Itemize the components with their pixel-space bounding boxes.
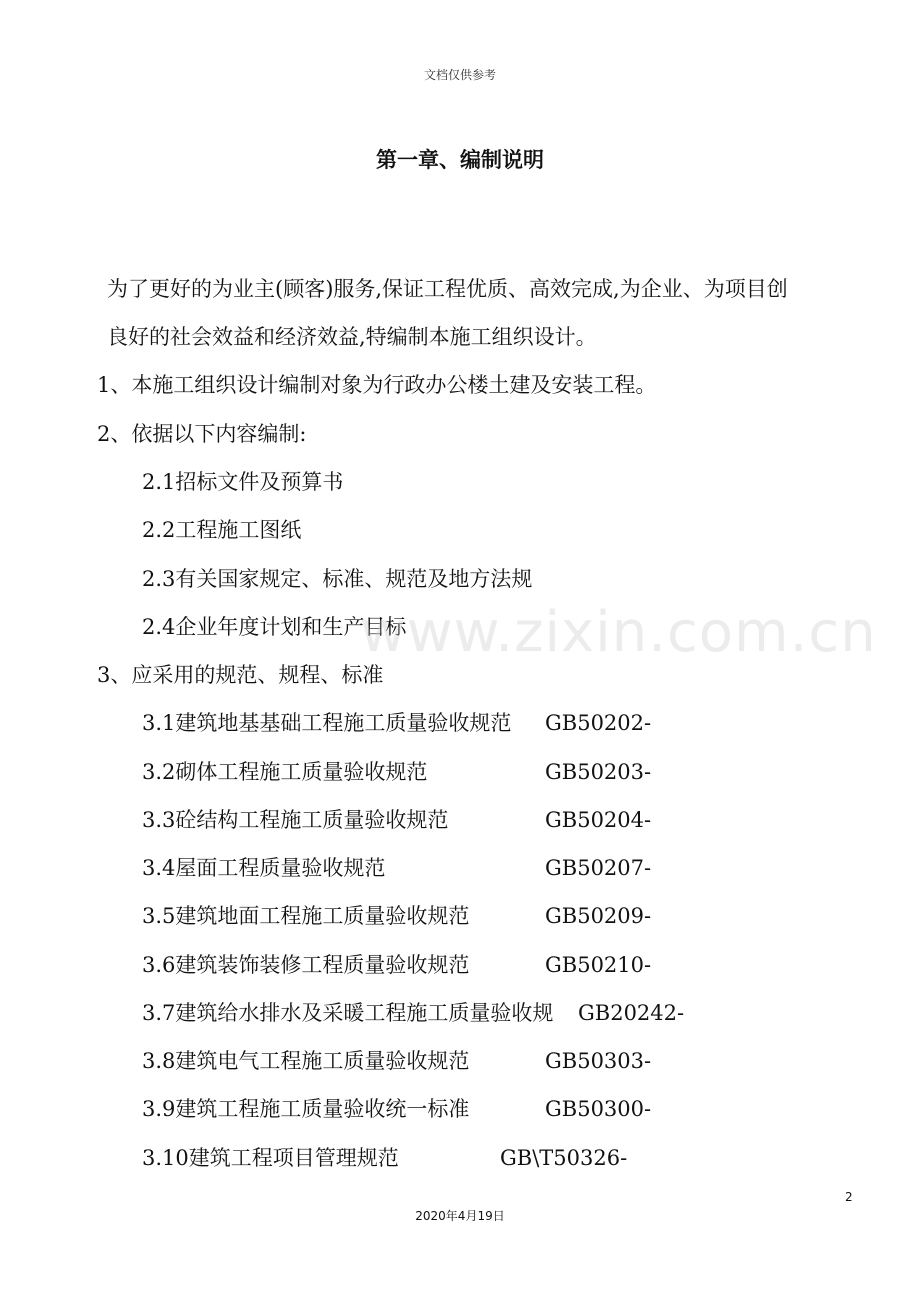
standard-name: 3.4屋面工程质量验收规范 [142,856,386,880]
page-number: 2 [845,1190,853,1204]
chapter-title: 第一章、编制说明 [376,148,544,172]
standard-name: 3.9建筑工程施工质量验收统一标准 [142,1097,470,1121]
item-2: 2、依据以下内容编制: [97,422,307,446]
standard-name: 3.6建筑装饰装修工程质量验收规范 [142,953,470,977]
standard-name: 3.3砼结构工程施工质量验收规范 [142,808,449,832]
standard-code: GB50303- [545,1049,652,1073]
intro-line-1: 为了更好的为业主(顾客)服务,保证工程优质、高效完成,为企业、为项目创 [107,277,788,301]
standard-name: 3.10建筑工程项目管理规范 [142,1146,399,1170]
item-3: 3、应采用的规范、规程、标准 [97,663,384,687]
item-2-1: 2.1招标文件及预算书 [142,470,344,494]
standard-name: 3.2砌体工程施工质量验收规范 [142,760,428,784]
standard-code: GB50300- [545,1097,652,1121]
standard-code: GB50202- [545,711,652,735]
standard-code: GB50203- [545,760,652,784]
footer-date: 2020年4月19日 [415,1209,505,1223]
standard-name: 3.8建筑电气工程施工质量验收规范 [142,1049,470,1073]
standard-code: GB20242- [578,1001,685,1025]
standard-code: GB\T50326- [500,1146,628,1170]
item-1: 1、本施工组织设计编制对象为行政办公楼土建及安装工程。 [97,373,657,397]
intro-line-2: 良好的社会效益和经济效益,特编制本施工组织设计。 [107,325,597,349]
standard-name: 3.5建筑地面工程施工质量验收规范 [142,904,470,928]
standard-code: GB50204- [545,808,652,832]
standard-code: GB50209- [545,904,652,928]
standard-code: GB50207- [545,856,652,880]
standard-name: 3.7建筑给水排水及采暖工程施工质量验收规 [142,1001,554,1025]
item-2-2: 2.2工程施工图纸 [142,518,302,542]
item-2-3: 2.3有关国家规定、标准、规范及地方法规 [142,567,533,591]
standard-name: 3.1建筑地基基础工程施工质量验收规范 [142,711,512,735]
page-header: 文档仅供参考 [423,68,496,82]
watermark: www.zixin.com.cn [360,600,877,665]
item-2-4: 2.4企业年度计划和生产目标 [142,615,407,639]
standard-code: GB50210- [545,953,652,977]
